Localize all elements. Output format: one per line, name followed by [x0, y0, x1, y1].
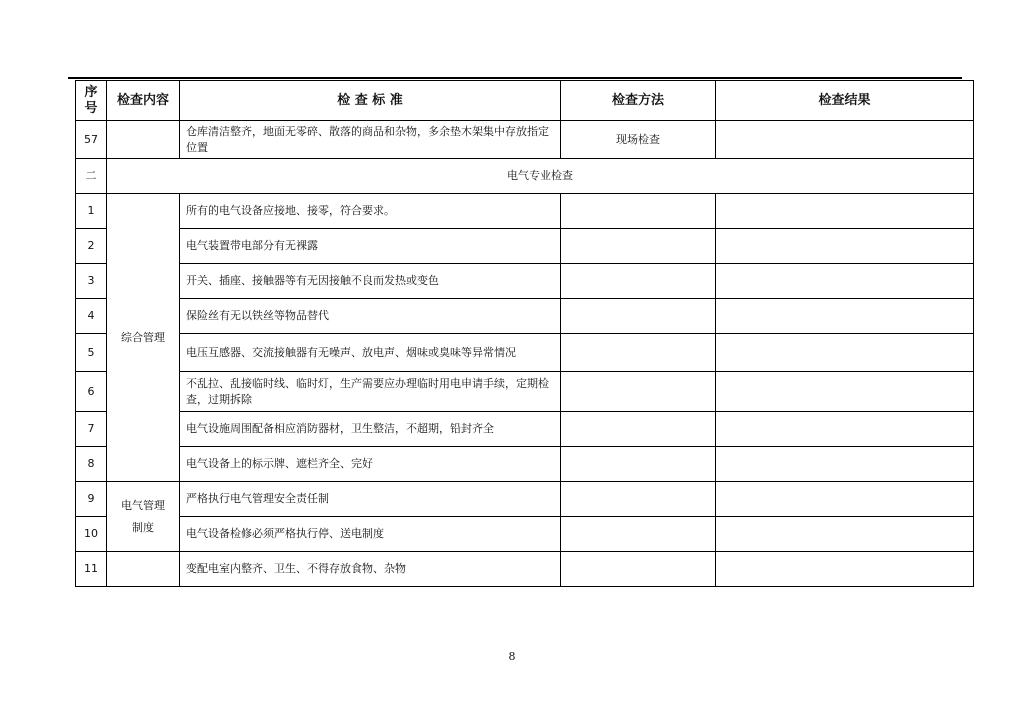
row-standard: 电压互感器、交流接触器有无噪声、放电声、烟味或臭味等异常情况 — [180, 334, 561, 372]
row-result — [716, 299, 974, 334]
page-header-rule — [68, 77, 962, 79]
row-method: 现场检查 — [561, 121, 716, 159]
row-standard: 不乱拉、乱接临时线、临时灯，生产需要应办理临时用电申请手续，定期检查，过期拆除 — [180, 372, 561, 412]
row-standard: 变配电室内整齐、卫生、不得存放食物、杂物 — [180, 552, 561, 587]
row-method — [561, 552, 716, 587]
row-seq: 3 — [76, 264, 107, 299]
table-row — [76, 334, 974, 372]
row-result — [716, 229, 974, 264]
row-result — [716, 552, 974, 587]
row-content — [107, 552, 180, 587]
row-seq: 8 — [76, 447, 107, 482]
row-method — [561, 334, 716, 372]
row-method — [561, 229, 716, 264]
row-seq: 57 — [76, 121, 107, 159]
row-result — [716, 517, 974, 552]
table-row — [76, 194, 974, 229]
header-method: 检查方法 — [561, 81, 716, 121]
row-standard: 电气设备上的标示牌、遮栏齐全、完好 — [180, 447, 561, 482]
page-number: 8 — [508, 650, 516, 663]
section-title: 电气专业检查 — [107, 159, 974, 194]
row-method — [561, 517, 716, 552]
row-result — [716, 447, 974, 482]
table-row — [76, 372, 974, 412]
row-seq: 1 — [76, 194, 107, 229]
row-seq: 4 — [76, 299, 107, 334]
row-seq: 11 — [76, 552, 107, 587]
row-method — [561, 264, 716, 299]
row-result — [716, 372, 974, 412]
row-method — [561, 482, 716, 517]
section-seq: 二 — [76, 159, 107, 194]
row-seq: 6 — [76, 372, 107, 412]
row-standard: 所有的电气设备应接地、接零，符合要求。 — [180, 194, 561, 229]
row-method — [561, 447, 716, 482]
row-seq: 7 — [76, 412, 107, 447]
row-result — [716, 121, 974, 159]
table-row — [76, 447, 974, 482]
group-system: 电气管理制度 — [107, 482, 180, 552]
table-row — [76, 517, 974, 552]
table-row — [76, 121, 974, 159]
row-result — [716, 412, 974, 447]
header-result: 检查结果 — [716, 81, 974, 121]
row-result — [716, 264, 974, 299]
inspection-table — [75, 80, 974, 587]
header-standard: 检 查 标 准 — [180, 81, 561, 121]
row-seq: 9 — [76, 482, 107, 517]
row-seq: 5 — [76, 334, 107, 372]
row-standard: 电气设备检修必须严格执行停、送电制度 — [180, 517, 561, 552]
row-standard: 电气设施周围配备相应消防器材，卫生整洁，不超期，铅封齐全 — [180, 412, 561, 447]
row-standard: 电气装置带电部分有无裸露 — [180, 229, 561, 264]
row-method — [561, 372, 716, 412]
row-method — [561, 194, 716, 229]
row-standard: 开关、插座、接触器等有无因接触不良而发热或变色 — [180, 264, 561, 299]
row-result — [716, 194, 974, 229]
row-result — [716, 334, 974, 372]
row-standard: 保险丝有无以铁丝等物品替代 — [180, 299, 561, 334]
row-result — [716, 482, 974, 517]
table-row — [76, 264, 974, 299]
row-standard: 仓库清洁整齐，地面无零碎、散落的商品和杂物，多余垫木架集中存放指定位置 — [180, 121, 561, 159]
row-method — [561, 412, 716, 447]
table-row — [76, 229, 974, 264]
row-method — [561, 299, 716, 334]
header-row — [76, 81, 974, 121]
section-row — [76, 159, 974, 194]
row-seq: 10 — [76, 517, 107, 552]
table-row — [76, 482, 974, 517]
header-content: 检查内容 — [107, 81, 180, 121]
table-row — [76, 299, 974, 334]
row-content — [107, 121, 180, 159]
row-standard: 严格执行电气管理安全责任制 — [180, 482, 561, 517]
header-seq: 序号 — [76, 81, 107, 121]
table-row — [76, 552, 974, 587]
group-general: 综合管理 — [107, 194, 180, 482]
table-row — [76, 412, 974, 447]
row-seq: 2 — [76, 229, 107, 264]
